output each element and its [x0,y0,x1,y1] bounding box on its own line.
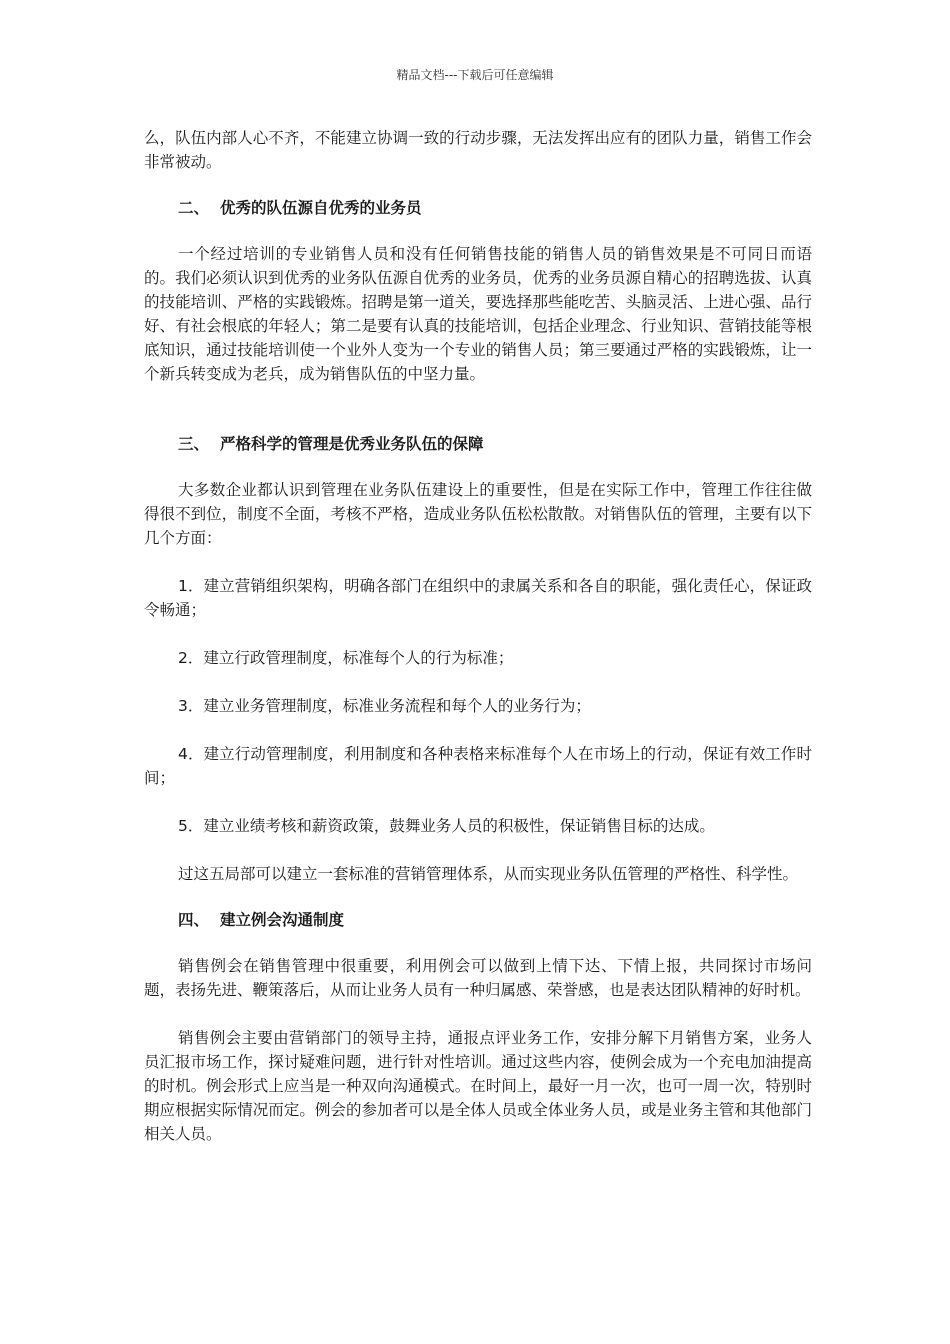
section-2-title: 优秀的队伍源自优秀的业务员 [220,199,422,217]
list-item-5: 5．建立业绩考核和薪资政策，鼓舞业务人员的积极性，保证销售目标的达成。 [178,817,715,835]
list-item-4: 4．建立行动管理制度，利用制度和各种表格来标准每个人在市场上的行动，保证有效工作时间； [144,745,812,787]
section-3-heading [144,432,812,456]
section-3-title: 严格科学的管理是优秀业务队伍的保障 [220,435,484,453]
list-item-3: 3．建立业务管理制度，标准业务流程和每个人的业务行为； [178,697,591,715]
section-4-title: 建立例会沟通制度 [220,911,345,929]
section-2-paragraph: 一个经过培训的专业销售人员和没有任何销售技能的销售人员的销售效果是不可同日而语的。我们必须认识到优秀的业务队伍源自优秀的业务员，优秀的业务员源自精心的招聘选拔、认真的技能培训、严格的实践锻炼。招聘是第一道关，要选择那些能吃苦、头脑灵活、上进心强、品行好、有社会根底的年轻人；第二是要有认真的技能培训，包括企业理念、行业知识、营销技能等根底知识，通过技能培训使一个业外人变为一个专业的销售人员；第三要通过严格的实践锻炼，让一个新兵转变成为老兵，成为销售队伍的中坚力量。 [144,245,812,383]
section-4-number: 四、 [178,911,210,929]
page-header: 精品文档---下载后可任意编辑 [396,68,554,82]
section-4-heading [144,908,812,932]
list-item-1: 1．建立营销组织架构，明确各部门在组织中的隶属关系和各自的职能，强化责任心，保证政令畅通； [144,577,812,619]
section-3-number: 三、 [178,435,210,453]
list-item-2: 2．建立行政管理制度，标准每个人的行为标准； [178,649,514,667]
section-4-paragraph-1: 销售例会在销售管理中很重要，利用例会可以做到上情下达、下情上报，共同探讨市场问题，表扬先进、鞭策落后，从而让业务人员有一种归属感、荣誉感，也是表达团队精神的好时机。 [144,957,812,999]
section-2-heading [144,196,812,220]
section-3-summary: 过这五局部可以建立一套标准的营销管理体系，从而实现业务队伍管理的严格性、科学性。 [178,865,799,883]
section-4-paragraph-2: 销售例会主要由营销部门的领导主持，通报点评业务工作，安排分解下月销售方案，业务人员汇报市场工作，探讨疑难问题，进行针对性培训。通过这些内容，使例会成为一个充电加油提高的时机。例会形式上应当是一种双向沟通模式。在时间上，最好一月一次，也可一周一次，特别时期应根据实际情况而定。例会的参加者可以是全体人员或全体业务人员，或是业务主管和其他部门相关人员。 [144,1029,812,1143]
section-2-number: 二、 [178,199,210,217]
intro-paragraph: 么，队伍内部人心不齐，不能建立协调一致的行动步骤，无法发挥出应有的团队力量，销售工作会非常被动。 [144,129,812,171]
document-body [144,126,812,1146]
section-3-paragraph: 大多数企业都认识到管理在业务队伍建设上的重要性，但是在实际工作中，管理工作往往做得很不到位，制度不全面，考核不严格，造成业务队伍松松散散。对销售队伍的管理，主要有以下几个方面： [144,481,812,547]
